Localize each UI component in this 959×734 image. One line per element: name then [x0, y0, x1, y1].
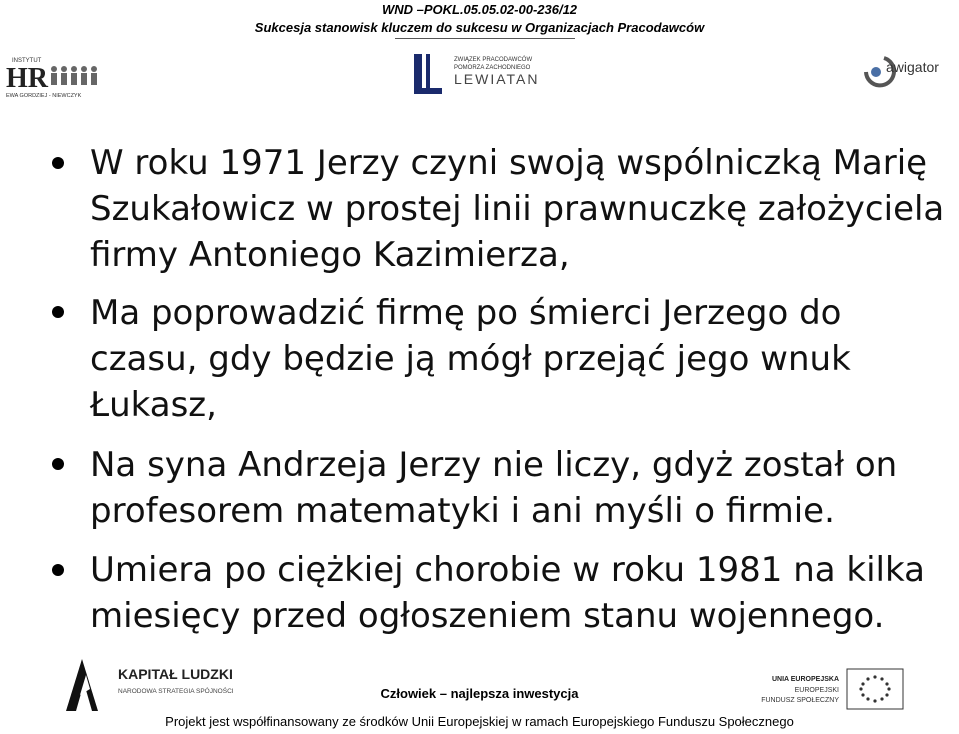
- bullet-dot: [52, 458, 64, 470]
- svg-text:FUNDUSZ SPOŁECZNY: FUNDUSZ SPOŁECZNY: [761, 697, 839, 704]
- lewiatan-logo: [412, 52, 562, 98]
- project-title: Sukcesja stanowisk kluczem do sukcesu w Organizacjach Pracodawców: [254, 20, 705, 35]
- svg-text:INSTYTUT: INSTYTUT: [12, 58, 42, 64]
- bullet-dot: [52, 306, 64, 318]
- svg-text:UNIA EUROPEJSKA: UNIA EUROPEJSKA: [771, 676, 839, 683]
- footer-slogan: Człowiek – najlepsza inwestycja: [380, 686, 579, 701]
- instytut-hr-logo: [4, 55, 102, 99]
- svg-text:POMORZA ZACHODNIEGO: POMORZA ZACHODNIEGO: [454, 65, 531, 71]
- bullet-item: Ma poprowadzić firmę po śmierci Jerzego do czasu, gdy będzie ją mógł przejąć jego wnuk Łukasz,: [90, 293, 851, 425]
- bullet-dot: [52, 157, 64, 169]
- svg-text:ZWIĄZEK PRACODAWCÓW: ZWIĄZEK PRACODAWCÓW: [454, 57, 533, 63]
- svg-text:KAPITAŁ LUDZKI: KAPITAŁ LUDZKI: [118, 666, 233, 682]
- svg-text:LEWIATAN: LEWIATAN: [454, 71, 540, 87]
- svg-text:NARODOWA STRATEGIA SPÓJNOŚCI: NARODOWA STRATEGIA SPÓJNOŚCI: [118, 688, 234, 695]
- kapital-ludzki-logo: [62, 655, 262, 715]
- bullet-item: Na syna Andrzeja Jerzy nie liczy, gdyż został on profesorem matematyki i ani myśli o firmie.: [90, 445, 898, 531]
- bullet-item: Umiera po ciężkiej chorobie w roku 1981 na kilka miesięcy przed ogłoszeniem stanu wojennego.: [90, 550, 925, 636]
- bullet-dot: [52, 564, 64, 576]
- svg-text:EWA GORDZIEJ - NIEWCZYK: EWA GORDZIEJ - NIEWCZYK: [6, 93, 82, 99]
- eu-efs-logo: [755, 665, 905, 715]
- nawigator-logo: [862, 50, 958, 90]
- bullet-item: W roku 1971 Jerzy czyni swoją wspólniczką Marię Szukałowicz w prostej linii prawnuczkę założyciela firmy Antoniego Kazimierza,: [90, 143, 945, 275]
- footer-funding-note: Projekt jest współfinansowany ze środków Unii Europejskiej w ramach Europejskiego Funduszu Społecznego: [165, 714, 794, 729]
- svg-text:EUROPEJSKI: EUROPEJSKI: [794, 687, 839, 694]
- header-divider: [395, 38, 575, 39]
- svg-text:HR: HR: [6, 63, 48, 94]
- project-code: WND –POKL.05.05.02-00-236/12: [381, 2, 578, 17]
- svg-text:awigator: awigator: [886, 59, 939, 75]
